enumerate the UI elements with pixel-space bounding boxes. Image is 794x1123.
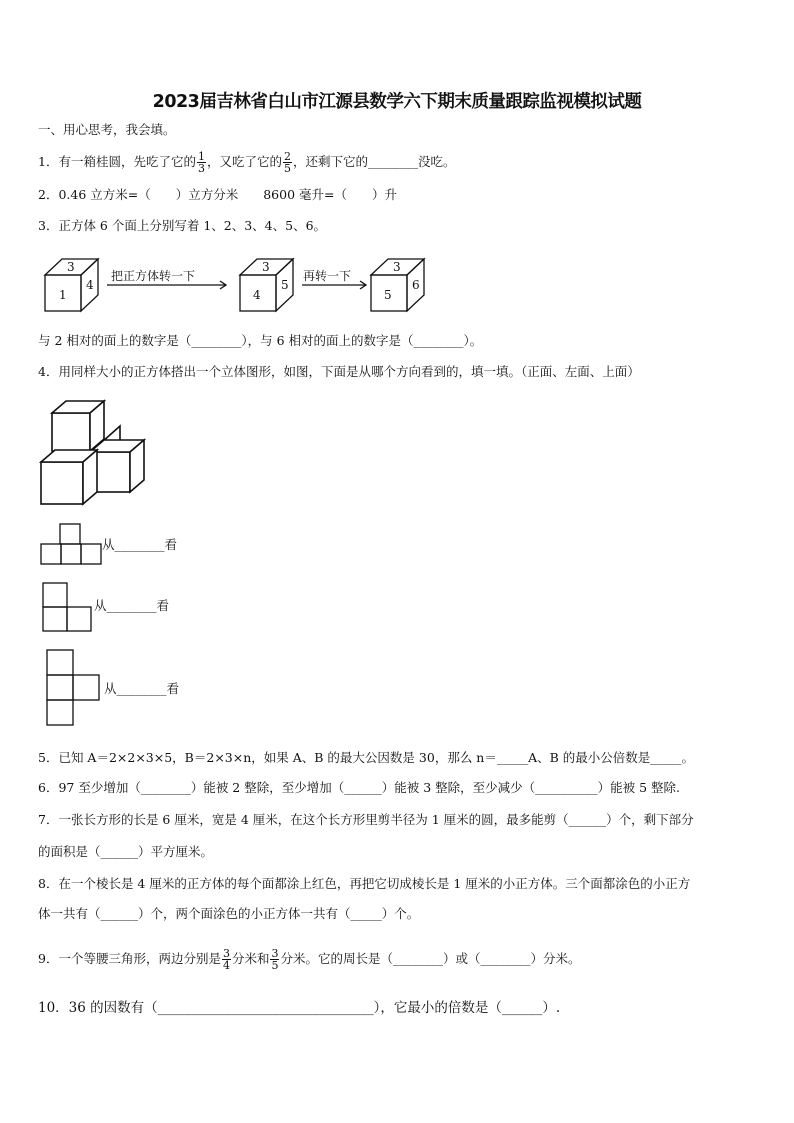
- question-8-line-2: 体一共有（______）个，两个面涂色的小正方体一共有（_____）个。: [38, 906, 420, 921]
- question-7-line-2: 的面积是（______）平方厘米。: [38, 844, 214, 859]
- question-6: 6．97 至少增加（________）能被 2 整除，至少增加（______）能被 3 整除，至少减少（__________）能被 5 整除.: [38, 780, 681, 795]
- cube2-top: 3: [262, 260, 270, 274]
- view-1-grid: [40, 523, 102, 567]
- cube3-side: 6: [412, 278, 420, 292]
- view-3-grid: [45, 649, 101, 727]
- cube3-front: 5: [384, 288, 392, 302]
- question-9: [38, 948, 581, 971]
- question-3: 3．正方体 6 个面上分别写着 1、2、3、4、5、6。: [38, 218, 327, 233]
- question-3-blanks: 与 2 相对的面上的数字是（________），与 6 相对的面上的数字是（________）。: [38, 333, 483, 348]
- q1-text-b: ，又吃了它的: [206, 154, 282, 169]
- question-2: 2．0.46 立方米=（ ）立方分米 8600 毫升=（ ）升: [38, 187, 397, 202]
- fraction-1-3: $\frac{1}{3}$: [197, 150, 205, 175]
- q1-text-c: ，还剩下它的________没吃。: [292, 154, 456, 169]
- fraction-3-5: $\frac{3}{5}$: [271, 947, 279, 972]
- question-10: 10．36 的因数有（________________________________），它最小的倍数是（______）.: [38, 1000, 561, 1016]
- page-title: 2023届吉林省白山市江源县数学六下期末质量跟踪监视模拟试题: [152, 92, 642, 112]
- question-5: 5．已知 A＝2×2×3×5，B＝2×3×n，如果 A、B 的最大公因数是 30，那么 n＝_____A、B 的最小公倍数是_____。: [38, 750, 695, 765]
- cube1-front: 1: [59, 288, 67, 302]
- question-4: 4．用同样大小的正方体搭出一个立体图形，如图，下面是从哪个方向看到的，填一填。（正面、左面、上面）: [38, 364, 640, 379]
- q9-text-b: 分米和: [231, 951, 270, 966]
- question-8-line-1: 8．在一个棱长是 4 厘米的正方体的每个面都涂上红色，再把它切成棱长是 1 厘米的小正方体。三个面都涂色的小正方: [38, 876, 691, 891]
- cube1-side: 4: [86, 278, 94, 292]
- q9-text-a: 9．一个等腰三角形，两边分别是: [38, 951, 221, 966]
- view-1-label: 从________看: [102, 537, 178, 552]
- question-7-line-1: 7．一张长方形的长是 6 厘米，宽是 4 厘米，在这个长方形里剪半径为 1 厘米的圆，最多能剪（______）个，剩下部分: [38, 812, 694, 827]
- arrow2-label: 再转一下: [303, 269, 352, 283]
- cube-rotation-figure: [40, 255, 440, 317]
- q1-text-a: 1．有一箱桂圆，先吃了它的: [38, 154, 196, 169]
- fraction-3-4: $\frac{3}{4}$: [222, 947, 230, 972]
- arrow1-label: 把正方体转一下: [111, 269, 196, 283]
- cube2-side: 5: [281, 278, 289, 292]
- stacked-cubes-figure: [38, 398, 150, 506]
- cube1-top: 3: [67, 260, 75, 274]
- cube2-front: 4: [253, 288, 261, 302]
- fraction-2-5: $\frac{2}{5}$: [283, 150, 291, 175]
- cube3-top: 3: [393, 260, 401, 274]
- q9-text-c: 分米。它的周长是（________）或（________）分米。: [280, 951, 581, 966]
- view-3-label: 从________看: [104, 681, 180, 696]
- section-heading: 一、用心思考，我会填。: [38, 122, 176, 137]
- view-2-grid: [42, 582, 92, 632]
- view-2-label: 从________看: [94, 598, 170, 613]
- question-1: [38, 151, 456, 174]
